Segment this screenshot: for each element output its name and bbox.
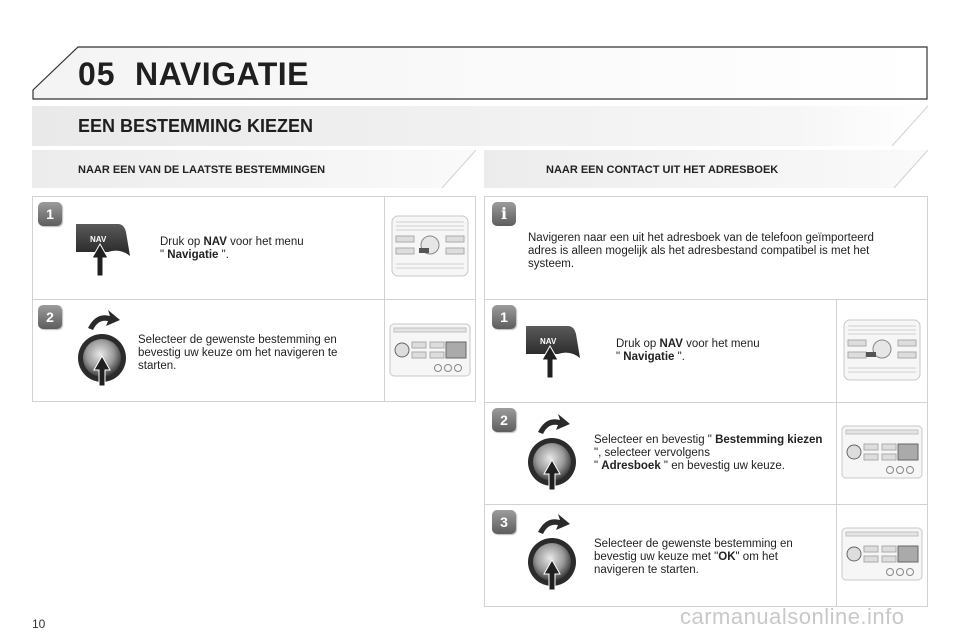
section-title: EEN BESTEMMING KIEZEN: [78, 116, 314, 136]
step-badge: 1: [38, 202, 62, 226]
chapter-number: 05: [78, 56, 116, 92]
watermark: carmanualsonline.info: [680, 604, 905, 629]
left-subheading: NAAR EEN VAN DE LAATSTE BESTEMMINGEN: [78, 164, 326, 176]
radio-panel-illustration: [390, 214, 470, 283]
step-badge: 2: [38, 305, 62, 329]
radio-panel-illustration: [840, 526, 924, 587]
rotary-knob-icon: [526, 414, 580, 495]
right-step-1-text: Druk op NAV voor het menu " Navigatie ".: [616, 338, 760, 363]
svg-text:NAV: NAV: [90, 235, 107, 244]
left-step-2-divider: [384, 299, 385, 402]
right-step-2-divider: [836, 402, 837, 505]
page-number: 10: [32, 617, 46, 631]
step-badge: 1: [492, 305, 516, 329]
left-step-1-text: Druk op NAV voor het menu " Navigatie ".: [160, 236, 304, 261]
right-step-3-text: Selecteer de gewenste bestemming en bevestig uw keuze met "OK" om het navigeren te starten.: [594, 538, 793, 576]
chapter-title: NAVIGATIE: [135, 56, 309, 92]
radio-panel-illustration: [388, 322, 472, 383]
rotary-knob-icon: [76, 310, 130, 391]
right-step-2-text: Selecteer en bevestig " Bestemming kiezen ", selecteer vervolgens " Adresboek " en bevestig uw keuze.: [594, 434, 823, 472]
right-subheading: NAAR EEN CONTACT UIT HET ADRESBOEK: [546, 164, 779, 176]
rotary-knob-icon: [526, 514, 580, 595]
nav-key-icon: [524, 324, 582, 385]
nav-key-icon: [74, 222, 132, 283]
radio-panel-illustration: [842, 318, 922, 387]
radio-panel-illustration: [840, 424, 924, 485]
info-icon: i: [492, 202, 516, 226]
right-step-3-divider: [836, 504, 837, 607]
left-step-1-divider: [384, 196, 385, 300]
left-step-2-text: Selecteer de gewenste bestemming en bevestig uw keuze om het navigeren te starten.: [138, 334, 338, 372]
right-info-text: Navigeren naar een uit het adresboek van de telefoon geïmporteerd adres is alleen mogelijk als het adresbestand compatibel is met het systeem.: [528, 232, 874, 270]
step-badge: 3: [492, 510, 516, 534]
right-step-1-divider: [836, 299, 837, 403]
svg-text:NAV: NAV: [540, 337, 557, 346]
step-badge: 2: [492, 408, 516, 432]
